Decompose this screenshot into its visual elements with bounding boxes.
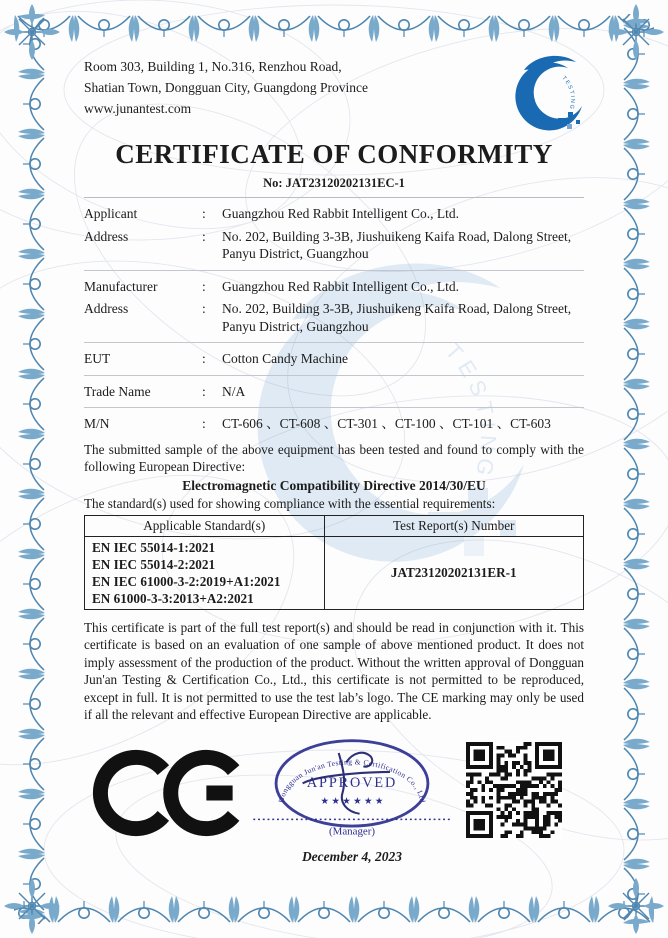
field-value: Guangzhou Red Rabbit Intelligent Co., Ltd.: [222, 278, 459, 294]
ce-mark-icon: [92, 748, 242, 838]
field-value: N/A: [222, 383, 246, 399]
qr-code: [466, 742, 562, 838]
certificate-number: No: JAT23120202131EC-1: [263, 176, 405, 190]
standard-item: EN 61000-3-3:2013+A2:2021: [92, 590, 254, 606]
field-label: Trade Name: [84, 383, 151, 399]
field-value: CT-606 、CT-608 、CT-301 、CT-100 、CT-101 、CT-603: [222, 416, 551, 431]
stamp-approved-text: APPROVED: [306, 774, 398, 791]
field-trade-name: [84, 383, 584, 401]
lab-address-block: [84, 56, 584, 119]
divider: [84, 407, 584, 408]
field-label: Address: [84, 228, 129, 244]
address-line-1: Room 303, Building 1, No.316, Renzhou Road,: [84, 59, 342, 74]
field-label: Applicant: [84, 206, 138, 221]
stamp-oval: [242, 734, 462, 846]
field-value: Cotton Candy Machine: [222, 351, 348, 366]
column-header-report: Test Report(s) Number: [324, 515, 583, 536]
field-colon: :: [202, 206, 206, 221]
stamp-stars: ★ ★ ★ ★ ★ ★: [320, 796, 384, 807]
table-row: [85, 536, 584, 609]
lab-website: www.junantest.com: [84, 101, 192, 116]
standard-item: EN IEC 55014-2:2021: [92, 556, 216, 572]
divider: [84, 375, 584, 376]
divider: [84, 342, 584, 343]
field-colon: :: [202, 301, 206, 316]
divider: [84, 197, 584, 198]
field-value: No. 202, Building 3-3B, Jiushuikeng Kaifa Road, Dalong Street, Panyu District, Guangzhou: [222, 228, 572, 261]
field-applicant-address: [84, 228, 584, 263]
field-label: M/N: [84, 416, 110, 431]
approval-stamp: [242, 734, 462, 865]
table-header-row: [85, 515, 584, 536]
compliance-statement: The submitted sample of the above equipment has been tested and found to comply with the following European Directive:: [84, 441, 584, 474]
field-colon: :: [202, 278, 206, 294]
field-eut: [84, 350, 584, 368]
standard-item: EN IEC 55014-1:2021: [92, 539, 216, 555]
stamp-ring-text: Dongguan Jun'an Testing & Certification Co., Ltd: [276, 756, 428, 803]
standards-cell: [85, 536, 325, 609]
standards-intro: The standard(s) used for showing compliance with the essential requirements:: [84, 495, 496, 511]
field-label: Manufacturer: [84, 278, 158, 294]
field-label: EUT: [84, 351, 111, 366]
field-label: Address: [84, 301, 129, 316]
column-header-standards: Applicable Standard(s): [85, 515, 325, 536]
field-colon: :: [202, 383, 206, 399]
field-model-numbers: [84, 415, 584, 433]
report-number-cell: JAT23120202131ER-1: [324, 536, 583, 609]
stamp-manager-text: (Manager): [328, 825, 376, 838]
certificate-title: CERTIFICATE OF CONFORMITY: [115, 139, 553, 169]
divider: [84, 270, 584, 271]
certificate-footer: [84, 734, 584, 884]
standards-table: [84, 515, 584, 610]
issue-date: December 4, 2023: [301, 848, 403, 864]
field-manufacturer: [84, 278, 584, 296]
field-applicant: [84, 205, 584, 223]
field-manufacturer-address: [84, 300, 584, 335]
field-value: Guangzhou Red Rabbit Intelligent Co., Ltd.: [222, 206, 459, 221]
directive-name: Electromagnetic Compatibility Directive 2014/30/EU: [182, 477, 486, 493]
field-value: No. 202, Building 3-3B, Jiushuikeng Kaifa Road, Dalong Street, Panyu District, Guangzhou: [222, 301, 572, 334]
field-colon: :: [202, 351, 206, 366]
field-colon: :: [202, 416, 206, 431]
address-line-2: Shatian Town, Dongguan City, Guangdong Province: [84, 80, 369, 95]
field-colon: :: [202, 228, 206, 244]
disclaimer-text: This certificate is part of the full test report(s) and should be read in conjunction with it. This certificate is based on an evaluation of one sample of above mentioned product. It does not imply assessment of the production of the product. Without the written approval of Dongguan Jun'an Testing & Certification Co., Ltd., this certificate is not permitted to be reproduced, except in full. It is not permitted to use the test lab’s logo. The CE marking may only be used if all the relevant and effective European Directive are applicable.: [84, 619, 584, 722]
standard-item: EN IEC 61000-3-2:2019+A1:2021: [92, 573, 281, 589]
